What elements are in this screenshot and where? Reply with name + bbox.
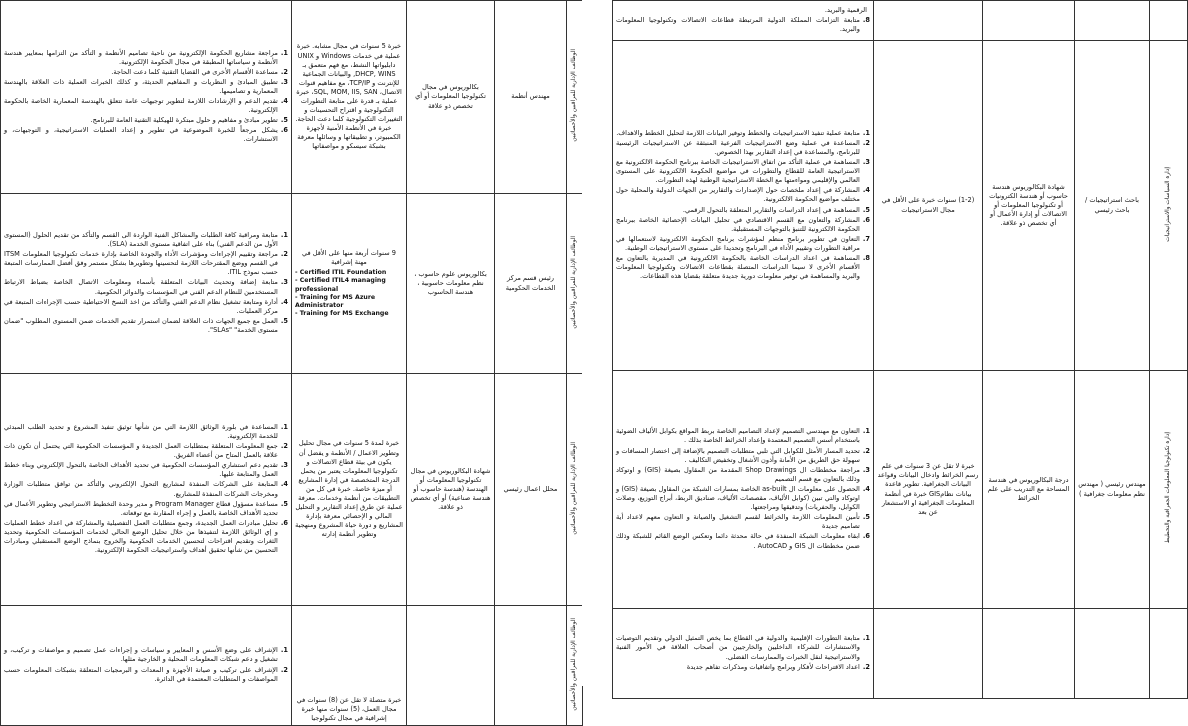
task-item [616,466,870,484]
task-number: 6. [862,532,870,541]
task-item [4,298,288,316]
certification-item: - Training for MS Exchange [295,309,389,317]
task-item [616,235,870,253]
task-text: اعداد الاقتراحات لأفكار وبرامج واتفاقيات ومذكرات تفاهم جديدة [686,662,860,671]
task-number: 1. [280,646,288,655]
job-title: مهندس أنظمة [495,1,567,194]
qualification-cell: بكالوريوس في مجال تكنولوجيا المعلومات أو أي تخصص ذو علاقة [407,1,495,194]
task-text: التعاون مع مهندسي التصميم لإعداد التصاميم الخاصة بربط المواقع بكوابل الألياف الضوئية باستخدام أسس التصميم المعتمدة وإعداد الخرائط الخاصة بذلك . [616,427,860,445]
tasks-cell [613,371,874,609]
continuation-row [613,1,1188,41]
qualification-cell: شهادة البكالوريوس هندسة حاسوب أو هندسة الكترونيات أو تكنولوجيا المعلومات أو الاتصالات أو إدارة الأعمال أو أي تخصص ذو علاقة. [983,41,1075,371]
task-number: 1. [280,422,288,431]
category-cell [567,374,583,606]
qualification-cell: شهادة البكالوريوس في مجال تكنولوجيا المعلومات أو الهندسة (هندسة حاسوب أو هندسة صناعية) أو أي تخصص ذو علاقة. [407,374,495,606]
task-number: 4. [862,484,870,493]
task-number: 3. [862,465,870,474]
experience-cell [874,41,983,371]
right-page-half [612,0,1187,686]
task-item [4,97,288,115]
task-number: 3. [280,77,288,86]
task-number: 7. [862,234,870,243]
certification-item: - Certified ITIL Foundation [295,269,387,277]
task-text: المساعدة في بلورة الوثائق اللازمة التي من شأنها توثيق تنفيذ المشروع و تحديد الطلب المبدئي للخدمة الإلكترونية. [4,422,278,440]
experience-cell [292,194,407,374]
task-item [616,254,870,281]
task-text: أدارة ومتابعة تشغيل نظام الدعم الفني والتأكد من اخذ النسخ الاحتياطية حسب الإجراءات المتبعة في مركز العمليات. [4,297,278,315]
task-item [616,427,870,445]
task-text: مراجعة مخططات ال Shop Drawings المقدمة من المقاول بصيغة (GIS) و اوتوكاد وذلك بالتعاون مع قسم التصميم [616,465,860,483]
task-number: 1. [862,427,870,436]
category-cell [1150,1,1188,41]
job-row [613,41,1188,371]
task-number: 4. [280,297,288,306]
task-item [4,126,288,144]
task-item [616,139,870,157]
category-label: الوظائف الإدارية للمراقبين والأخصائيين [570,441,577,535]
left-jobs-table [0,0,583,726]
task-item [616,532,870,550]
experience-text: (1-2) سنوات خبرة على الأقل في مجال الاستراتيجيات [881,196,975,214]
task-item [616,485,870,512]
experience-cell [292,374,407,606]
task-item [616,158,870,185]
category-label: إدارة تكنولوجيا المعلومات الجغرافية والتخطيط [1164,432,1171,544]
experience-text: خبرة لا تقل عن 3 سنوات في علم رسم الخرائط وادخال البيانات وقواعد البيانات الجغرافية. تطوير قاعدة بيانات نظامGIS خبرة في أنظمة المعلومات الجغرافية او الاستشعار عن بعد [877,462,979,516]
task-number: 6. [862,215,870,224]
task-item [616,513,870,531]
certification-list [295,269,403,317]
tasks-cell [1,606,292,726]
experience-text: خبرة متصلة لا تقل عن (8) سنوات في مجال العمل، (5) سنوات منها خبرة إشرافية في مجال تكنولوجيا [296,695,402,722]
job-title [1075,1,1150,41]
task-list [4,49,288,145]
qualification-cell: بكالوريوس علوم حاسوب ، نظم معلومات حاسوبية ، هندسة الحاسوب [407,194,495,374]
task-text: متابعة ومراقبة كافة الطلبات والمشاكل الفنية الواردة الى القسم والتأكد من تقديم الحلول (المستوى الأول من الدعم الفني) بناء على اتفاقية مستوى الخدمة (SLA). [4,230,278,249]
task-number: 2. [280,665,288,674]
task-number: 2. [862,138,870,147]
task-list [616,6,870,34]
task-item [4,442,288,460]
task-text: الإشراف على تركيب و صيانة الأجهزة و المعدات و البرمجيات المتعلقة بشبكات المعلومات حسب المواصفات و المتطلبات المعتمدة في الدائرة. [4,665,278,683]
tasks-cell [1,1,292,194]
task-item [616,206,870,215]
task-number: 5. [280,499,288,508]
qualification-cell [983,609,1075,699]
task-text: المشاركة والتعاون مع القسم الاقتصادي في تحليل البيانات الإحصائية الخاصة ببرنامج الحكومة الالكترونية للتنبؤ بالتوجهات المستقبلية. [616,215,860,233]
task-number: 8. [862,15,870,24]
task-text: المساهمة في اعداد الدراسات الخاصة بالحكومة الالكترونية في المديرية بالتعاون مع الأقسام الأخرى لا سيما الدراسات المتصلة بقطاعات الاتصالات وتكنولوجيا المعلومات والبريد والمساهمة في توفير معلومات دورية جديدة متعلقة بقضايا هذه القطاعات. [616,253,860,281]
task-text: العمل مع جميع الجهات ذات العلاقة لضمان استمرار تقديم الخدمات ضمن المستوى المطلوب "ضمان مستوى الخدمة" "SLAs". [4,316,278,334]
category-label: الوظائف الإدارية للمراقبين والأخصائيين [570,617,577,711]
task-number: 1. [862,128,870,137]
task-text: متابعة التطورات الإقليمية والدولية في القطاع بما يخص التمثيل الدولي وتقديم التوصيات والاستشارات للشركاء الداخليين والخارجيين من أصحاب العلاقة في الأمور الفنية والاستراتيجية لنقل الخبرات والممارسات الفضلى. [616,634,860,661]
tasks-cell [613,1,874,41]
task-text: المساهمة في عملية التأكد من اتفاق الاستراتيجيات الخاصة ببرنامج الحكومة الالكترونية مع الاستراتيجية العامة للقطاع والتطورات في مواضيع الحكومة الالكترونية على المستوى العالمي والإقليمي ومواءمتها مع الخطة الاستراتيجية الوطنية لهذه التطورات. [616,158,860,185]
task-text: ابقاء معلومات الشبكة المنفذة في حالة محدثة دائما وتعكس الوضع القائم للشبكة وذلك ضمن مخططات ال GIS و AutoCAD . [616,532,860,550]
experience-cell [874,371,983,609]
qualification-cell [983,1,1075,41]
task-item [4,519,288,555]
task-text: تقديم الدعم و الإرشادات اللازمة لتطوير توجيهات عامة تتعلق بالهندسة المعمارية الخاصة بالحكومة الإلكترونية. [4,97,278,115]
category-label: الوظائف الإدارية للمراقبين والأخصائيين [570,49,577,142]
certification-item: - Certified ITIL4 managing professional [295,277,386,293]
task-number: 2. [280,250,288,259]
task-text: المساهمة في إعداد الدراسات والتقارير المتعلقة بالتحول الرقمي. [682,205,860,214]
task-item [616,186,870,204]
task-list [616,427,870,550]
category-label: إدارة السياسات والاستراتيجيات [1164,166,1171,242]
tasks-cell [613,609,874,699]
task-text: تطوير مبادئ و مفاهيم و حلول مبتكرة للهيكلية التقنية العامة للبرنامج. [90,116,278,125]
task-number: 5. [862,513,870,522]
task-text: متابعة عملية تنفيذ الاستراتيجيات والخطط وتوفير البيانات اللازمة لتحليل الخطط والاهداف. [616,128,860,137]
task-item [616,447,870,465]
task-item [4,666,288,684]
job-title: رئيس قسم مركز الخدمات الحكومية [495,194,567,374]
task-text: تحليل مبادرات العمل الجديدة، وجمع متطلبات العمل التفصيلية والمشاركة في اعداد خطط العمليات و إي الوثائق اللازمة لتنفيذها من خلال تحليل الوضع الحالي لخدمات المؤسسات الحكومية وتحديد الثغرات وتقديم اقتراحات لتحسين الخدمات الحكومية والخروج بنماذج الوضع المستقبلي ومبادرات التحسين من شأنها تحقيق أهداف واستراتيجيات الحكومة الإلكترونية. [4,518,278,555]
task-item [616,16,870,34]
task-text: المتابعة على الشركات المنفذة لمشاريع التحول الإلكتروني والتأكد من توافق متطلبات الوزارة ومخرجات الشركات المنفذة للمشاريع. [4,480,278,498]
task-text: الإشراف على وضع الأسس و المعايير و سياسات و إجراءات عمل تصميم و مواصفات و تركيب، و تشغيل و دعم شبكات المعلومات المحلية و الخارجية مثلها. [4,646,278,664]
task-item [4,116,288,125]
task-text: الحصول على معلومات ال as-built الخاصة بمسارات الشبكة من المقاول بصيغة (GIS) و اوتوكاد والتي تبين (كوابل الألياف، مقصصات الألياف، صناديق الربط، أبراج التوزيع، وصلات الكوابل، والحفريات) وتدقيقها ومراجعتها. [616,484,860,512]
task-number: 5. [280,316,288,325]
task-item [616,6,870,15]
task-text: المساعدة في عملية وضع الاستراتيجيات الفرعية المنبثقة عن الاستراتيجيات الرئيسية للبرنامج، والمساعدة في إعداد التقارير بهذا الخصوص. [616,138,860,156]
category-cell [567,606,583,726]
qualification-cell [407,606,495,726]
task-item [4,461,288,479]
right-jobs-table [612,0,1188,699]
category-cell [1150,41,1188,371]
category-label: الوظائف الإدارية للمراقبين والأخصائيين [570,235,577,329]
job-row [1,606,583,726]
job-title [1075,609,1150,699]
task-list [616,129,870,282]
task-text: المشاركة في إعداد ملخصات حول الإصدارات والتقارير من الجهات الدولية والمحلية حول مختلف مواضيع الحكومة الالكترونية. [616,186,860,204]
task-text: متابعة إضافة وتحديث البيانات المتعلقة بأسماء ومعلومات الاتصال الخاصة بضباط الارتباط المستخدمين للنظام الدعم الفني في المؤسسات والدوائر الحكومية. [4,278,278,296]
task-number: 4. [862,186,870,195]
certification-item: - Training for MS Azure Administrator [295,293,376,309]
task-number: 6. [280,518,288,527]
category-cell [567,1,583,194]
task-number: 6. [280,126,288,135]
task-number: 1. [280,48,288,57]
task-text: مراجعة مشاريع الحكومة الإلكترونية من ناحية تصاميم الأنظمة و التأكد من التزامها بمعايير هندسة الأنظمة و سياساتها المطبقة في مجال الحكومة الإلكترونية. [4,48,278,66]
category-cell [567,194,583,374]
task-item [4,68,288,77]
task-item [4,480,288,498]
job-title: باحث استراتيجيات / باحث رئيسي [1075,41,1150,371]
task-number: 3. [280,278,288,287]
task-number: 1. [862,634,870,643]
task-number: 3. [280,461,288,470]
task-text: الرقمية والبريد. [824,5,867,14]
task-text: مراجعة وتقييم الإجراءات ومؤشرات الأداء والجودة الخاصة بإدارة خدمات تكنولوجيا المعلومات ITSM في القسم ووضع المقترحات اللازمة لتحسينها وتطويرها بشكل مستمر وفق أفضل الممارسات المتبعة حسب نموذج ITIL. [4,250,278,277]
experience-cell [874,1,983,41]
task-item [4,423,288,441]
task-text: مساعدة مسؤول قطاع Program Manager و مدير وحدة التخطيط الاستراتيجي وتطوير الأعمال في تحديد الأهداف الخاصة بالعمل و إجراء المقارنة مع توقعاته. [4,499,278,517]
category-cell [1150,609,1188,699]
task-text: متابعة التزامات المملكة الدولية المرتبطة قطاعات الاتصالات وتكنولوجيا المعلومات والبريد. [616,15,860,34]
task-number: 5. [280,116,288,125]
task-number: 5. [862,205,870,214]
task-text: مساعدة الأقسام الأخرى في القضايا التقنية كلما دعت الحاجة. [111,67,278,76]
task-item [4,317,288,335]
task-text: تقديم دعم استشاري المؤسسات الحكومية في تحديد الأهداف الخاصة بالتحول الإلكتروني وبناء خطط العمل والمتابعة عليها. [4,461,278,479]
task-text: يشكل مرجعاً للخبرة الموضوعية في تطوير و إعداد العمليات الاستراتيجية، و التوجيهات، و الاستشارات. [4,126,278,144]
experience-text: خبرة لمدة 5 سنوات في مجال تحليل وتطوير الاعمال / الأنظمة و يفضل أن يكون في بيئة قطاع الاتصالات و تكنولوجيا المعلومات يعتبر من يحمل الدرجة المتخصصة في إدارة المشاريع أو ميزة خاصة. خبرة في كل من التطبيقات من أنظمة وخدمات. معرفة عملية عن طرق إعداد التقارير و التحليل المالي و الإحصائي معرفة بإدارة المشاريع و دورة حياة المشروع ومنهجية وتطوير أنظمة إدارته [295,439,403,539]
experience-cell [292,606,407,726]
job-title: محلل اعمال رئيسي [495,374,567,606]
qualification-cell: درجة البكالوريوس في هندسة المساحة مع التدريب على علم الخرائط [983,371,1075,609]
job-row [1,1,583,194]
category-cell [1150,371,1188,609]
job-row [613,371,1188,609]
task-number: 3. [862,158,870,167]
task-number: 2. [862,446,870,455]
task-list [616,634,870,671]
task-item [616,634,870,661]
task-number: 2. [862,662,870,671]
job-row [1,194,583,374]
experience-text: خبرة 5 سنوات في مجال مشابه. خبرة عملية في خدمات Windows و UNIX دابليواتها النشط، مع فهم متعمق بـ DHCP, WINS, والبيانات الجماعية للإنترنت و TCP/IP، مع مفاهيم قنوات الاتصال، SQL, MOM, IIS, SAN، خبرة عملية بـ قدرة على متابعة التطورات التكنولوجية و اقتراح التحسينات و التغييرات التكنولوجية كلما دعت الحاجة. خبرة في الأنظمة الأمنية لأجهزة الكمبيوتر، و تطبيقاتها و وسائلها معرفة بشبكة سيسكو و مواصفاتها [295,42,403,151]
job-row [1,374,583,606]
task-number: 4. [280,480,288,489]
task-text: تطبيق المبادئ و النظريات و المفاهيم الحديثة، و كذلك الخبرات العملية ذات العلاقة بالهندسة المعمارية و تصاميمها. [4,77,278,95]
experience-cell [292,1,407,194]
tasks-cell [613,41,874,371]
task-number: 2. [280,442,288,451]
task-item [4,646,288,664]
task-text: جمع المعلومات المتعلقة بمتطلبات العمل الجديدة و المؤسسات الحكومية التي يحتمل أن تكون ذات علاقة بالعمل المتاح من أعضاء الفريق. [4,442,278,460]
job-title [495,606,567,726]
task-item [4,500,288,518]
task-item [4,78,288,96]
task-text: تأمين المعلومات اللازمة والخرائط لقسم التشغيل والصيانة و التعاون معهم لاعداد أية تصاميم جديدة [616,513,860,531]
job-row [613,609,1188,699]
task-text: التعاون في تطوير برنامج منظم لمؤشرات برنامج الحكومة الالكترونية لاستعمالها في مراقبة التطورات وتقييم الأداء في البرنامج وتحديدا على مستوى الاستراتيجيات الوطنية. [616,234,860,252]
tasks-cell [1,194,292,374]
experience-cell [874,609,983,699]
task-item [616,129,870,138]
left-page-half [0,0,582,722]
page-gutter [582,0,612,686]
task-list [4,646,288,683]
task-item [616,663,870,672]
task-item [4,231,288,249]
experience-text: 9 سنوات أربعة منها على الأقل في مهنة إشرافية [302,249,396,267]
task-text: تحديد المسار الأمثل للكوابل التي تلبي متطلبات التصميم بالإضافة إلى اختصار المسافات و سهولة حق الطريق من الأمانة وأذون الأشغال وتخفيض التكاليف . [616,446,860,464]
task-item [4,278,288,296]
task-list [4,231,288,335]
task-item [616,216,870,234]
task-number: 1. [280,230,288,239]
task-item [4,250,288,277]
task-item [4,49,288,67]
job-title: مهندس رئيسي ( مهندس نظم معلومات جغرافية ) [1075,371,1150,609]
task-list [4,423,288,555]
task-number: 8. [862,253,870,262]
task-number: 2. [280,67,288,76]
tasks-cell [1,374,292,606]
task-number: 4. [280,97,288,105]
